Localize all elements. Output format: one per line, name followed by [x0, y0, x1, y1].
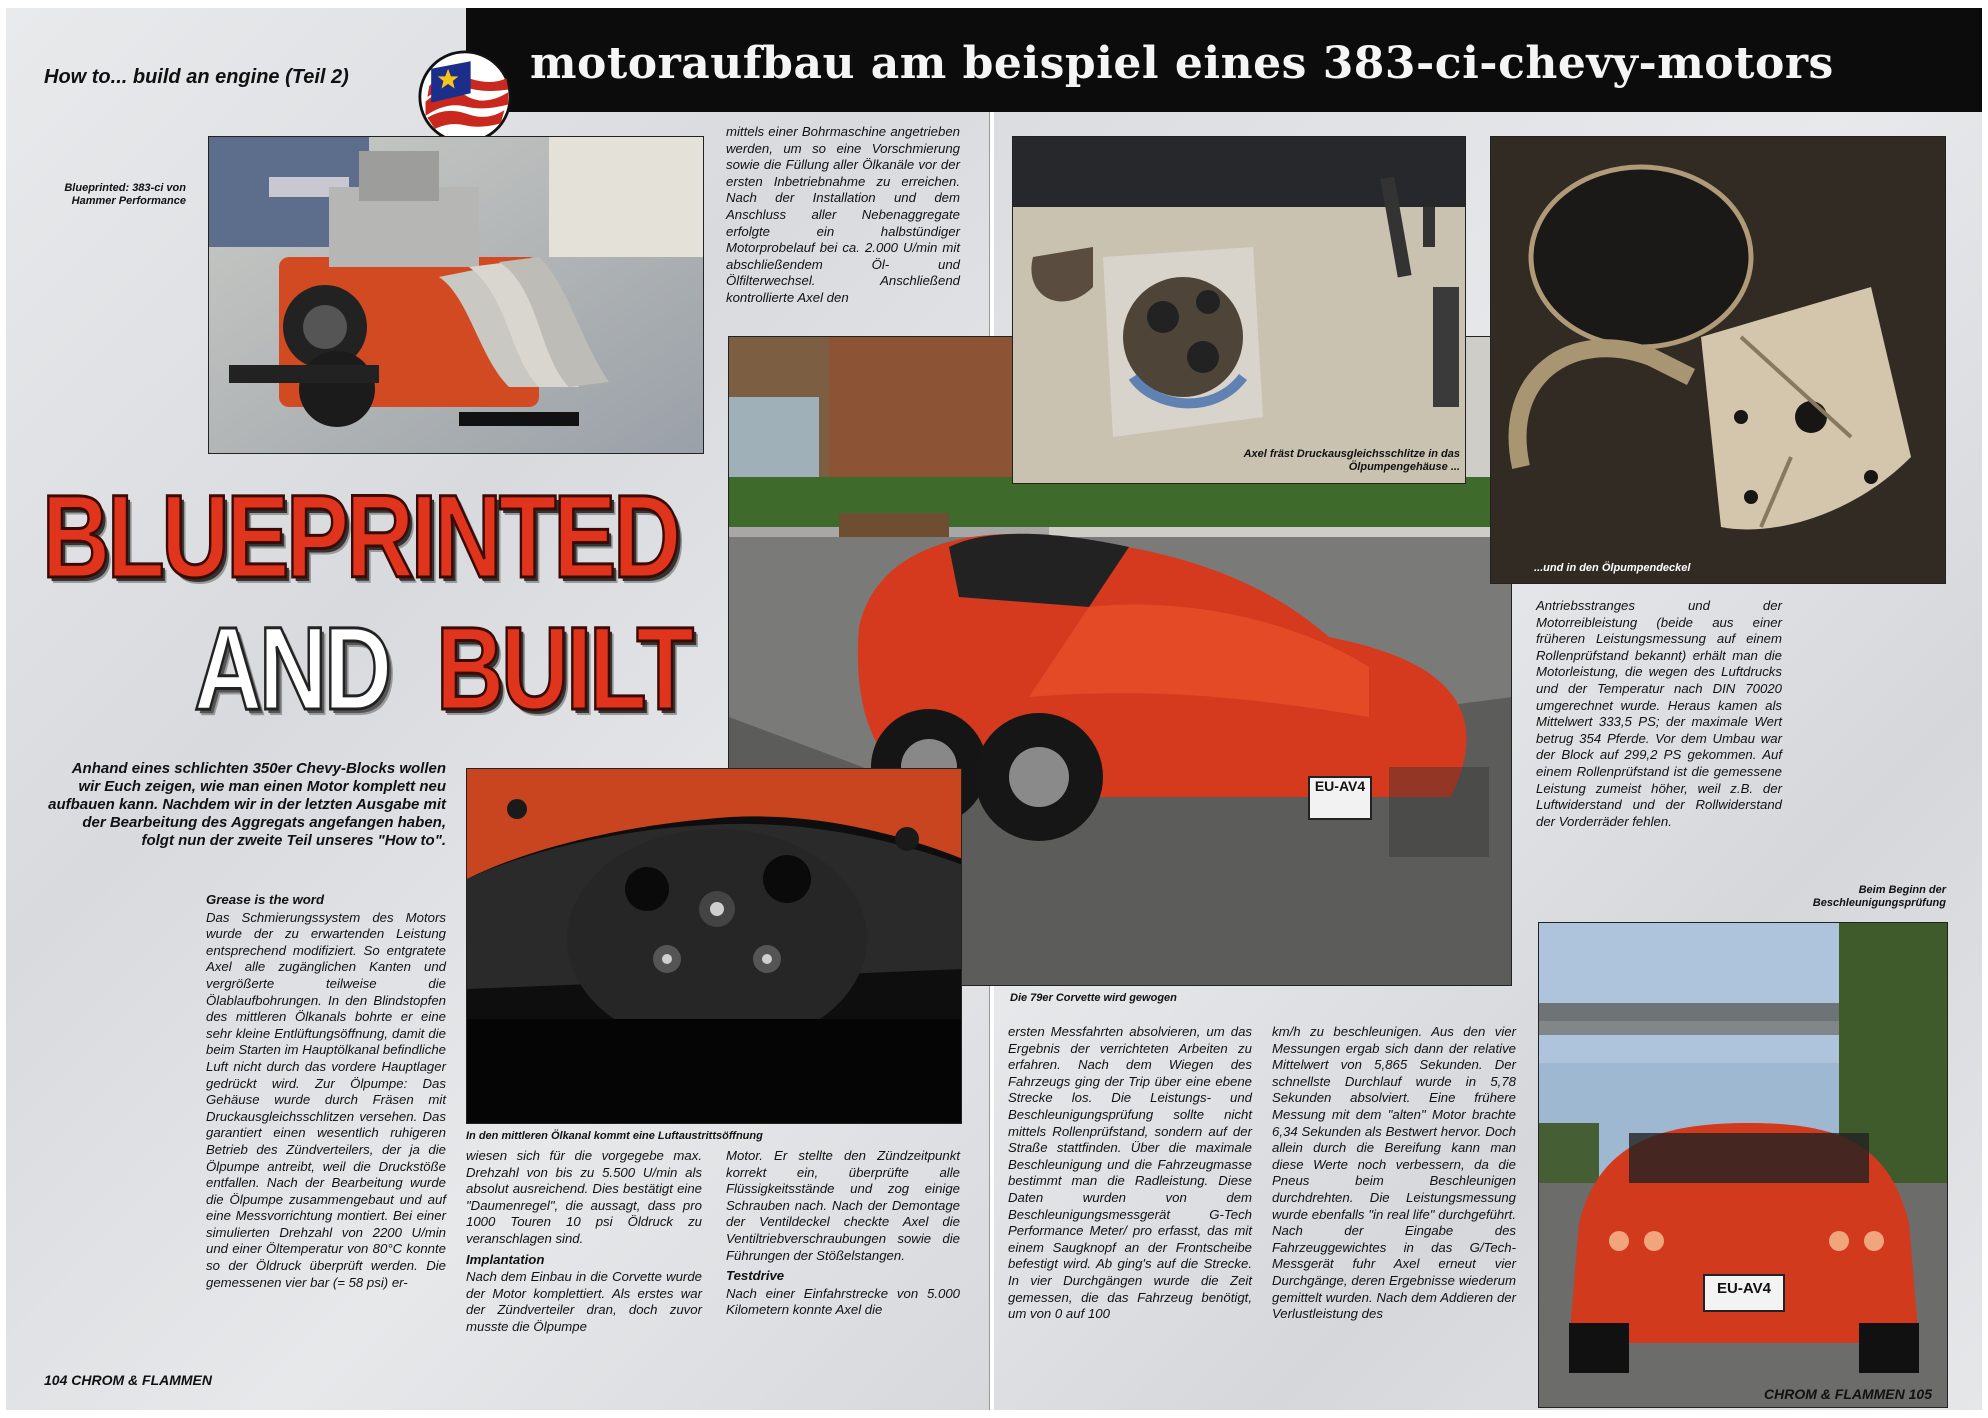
pump-cover-illustration [1491, 137, 1946, 584]
column-1-body: Das Schmierungssystem des Motors wurde der zu erwartenden Leistung entsprechend modifiziert. So entgratete Axel alle zugänglichen Kanten und vergrößerte teilweise die Ölablaufbohrungen. In den Blindstopfen des mittleren Ölkanals bohrte er eine sehr kleine Entlüftungsöffnung, damit die beim Starten im Hauptölkanal befindliche Luft nicht durch das vordere Hauptlager gedrückt wird. Zur Ölpumpe: Das Gehäuse wurde durch Fräsen mit Druckausgleichsschlitzen versehen. Das garantiert einen wesentlich ruhigeren Betrieb des Zündverteilers, der ja die Ölpumpe antreibt, weil die Druckstöße entfallen. Nach der Bearbeitung wurde die Ölpumpe zusammengebaut und auf eine Messvorrichtung montiert. Bei einer simulierten Drehzahl von 2200 U/min und einer Öltemperatur von 80°C konnte so der Öldruck überprüft werden. Die gemessenen vier bar (= 58 psi) er- [206, 909, 446, 1290]
article-column-2: mittels einer Bohrmaschine angetrieben werden, um so eine Vorschmierung sowie die Füllung aller Ölkanäle vor der ersten Inbetriebnahme zu erreichen. Nach der Installation und dem Anschluss aller Nebenaggregate erfolgte ein halbstündiger Motorprobelauf bei ca. 2.000 U/min mit abschließendem Öl- und Ölfilterwechsel. Anschließend kontrollierte Axel den [726, 124, 960, 305]
flag-logo [418, 50, 512, 144]
caption-corvette: Die 79er Corvette wird gewogen [1010, 992, 1177, 1004]
article-column-5: ersten Messfahrten absolvieren, um das Ergebnis der verrichteten Arbeiten zu erfahren. Nach dem Wiegen des Fahrzeugs ging der Trip über eine ebene Strecke los. Die Leistungs- und Beschleunigungsprüfung sollte nicht mittels Rollenprüfstand, sondern auf der Straße stattfinden. Über die maximale Beschleunigung und die Fahrzeugmasse bestimmt man die Radleistung. Diese Daten wurden von dem Beschleunigungsmessgerät G-Tech Performance Meter/ pro erfasst, das mit einem Saugknopf an der Frontscheibe befestigt wird. Ab ging's auf die Strecke. In vier Durchgängen wurde die Zeit gemessen, die das Fahrzeug benötigt, um von 0 auf 100 [1008, 1024, 1252, 1322]
rear-plate-text: EU-AV4 [1717, 1280, 1771, 1297]
headline-built: BUILT [436, 603, 691, 735]
article-column-1 [206, 888, 446, 1291]
engine-photo [208, 136, 704, 454]
article-column-3 [466, 1148, 702, 1336]
road-photo [1538, 922, 1948, 1408]
block-photo [466, 768, 962, 1124]
pump-cover-photo [1490, 136, 1946, 584]
caption-pump-cover: ...und in den Ölpumpendeckel [1534, 562, 1691, 574]
headline-and: AND [194, 603, 389, 735]
caption-pump-housing: Axel fräst Druckausgleichsschlitze in das Ölpumpengehäuse ... [1243, 448, 1460, 473]
pump-housing-illustration [1013, 137, 1466, 484]
block-illustration [467, 769, 962, 1124]
engine-illustration [209, 137, 704, 454]
headline-line1: BLUEPRINTED [42, 471, 679, 603]
header-title: motoraufbau am beispiel eines 383-ci-chevy-motors [530, 38, 1834, 89]
road-illustration [1539, 923, 1948, 1408]
intro-text: Anhand eines schlichten 350er Chevy-Blocks wollen wir Euch zeigen, wie man einen Motor komplett neu aufbauen kann. Nachdem wir in der letzten Ausgabe mit der Bearbeitung des Aggregats angefangen haben, folgt nun der zweite Teil unseres "How to". [48, 760, 446, 849]
column-3-body-b: Nach dem Einbau in die Corvette wurde der Motor komplettiert. Als erstes war der Zündverteiler dran, doch zuvor musste die Ölpumpe [466, 1269, 702, 1334]
caption-block: In den mittleren Ölkanal kommt eine Luftaustrittsöffnung [466, 1130, 763, 1142]
series-label: How to... build an engine (Teil 2) [44, 66, 349, 88]
article-column-6: km/h zu beschleunigen. Aus den vier Messungen ergab sich dann der relative Mittelwert von 5,865 Sekunden. Der schnellste Durchlauf wurde in 5,78 Sekunden absolviert. Eine frühere Messung mit dem "alten" Motor brachte 6,34 Sekunden als Bestwert hervor. Doch allein durch die Bereifung kann man diese Werte noch verbessern, da die Pneus beim Beschleunigen durchdrehten. Die Leistungsmessung wurde ebenfalls "in real life" durchgeführt. Nach der Eingabe des Fahrzeuggewichtes in das G/Tech-Messgerät fuhr Axel erneut vier Durchgänge, deren Ergebnisse wiederum gemittelt wurden. Nach dem Addieren der Verlustleistung des [1272, 1024, 1516, 1322]
caption-engine: Blueprinted: 383-ci von Hammer Performance [64, 182, 186, 207]
pump-housing-photo [1012, 136, 1466, 484]
page-number-left: 104 CHROM & FLAMMEN [44, 1372, 213, 1388]
heading-testdrive: Testdrive [726, 1268, 785, 1284]
caption-road: Beim Beginn der Beschleunigungsprüfung [1812, 884, 1946, 909]
heading-grease: Grease is the word [206, 892, 324, 907]
page-number-right: CHROM & FLAMMEN 105 [1764, 1386, 1933, 1402]
column-4-body: Motor. Er stellte den Zündzeitpunkt korrekt ein, überprüfte alle Flüssigkeitsstände und zog einige Schrauben nach. Nach der Demontage der Ventildeckel checkte Axel die Ventiltriebverschraubungen sowie die Führungen der Stößelstangen. [726, 1148, 960, 1263]
heading-implantation: Implantation [466, 1251, 545, 1267]
column-4-body-b: Nach einer Einfahrstrecke von 5.000 Kilometern konnte Axel die [726, 1285, 960, 1318]
front-plate-text: EU-AV4 [1314, 778, 1366, 794]
article-column-7: Antriebsstranges und der Motorreibleistung (beide aus einer früheren Leistungsmessung auf einem Rollenprüfstand bekannt) erhält man die Motorleistung, die wegen des Luftdrucks und der Temperatur nach DIN 70020 umgerechnet wurde. Heraus kamen als Mittelwert 333,5 PS; der maximale Wert betrug 354 Pferde. Vor dem Umbau war der Block auf 299,2 PS gekommen. Auf einem Rollenprüfstand ist die gemessene Leistung zumeist höher, weil z.B. der Luftwiderstand und der Rollwiderstand der Vorderräder fehlen. [1536, 598, 1782, 829]
article-column-4 [726, 1148, 960, 1319]
column-3-body: wiesen sich für die vorgegebe max. Drehzahl von bis zu 5.500 U/min als absolut ausreichend. Dies bestätigt eine "Daumenregel", die aussagt, dass pro 1000 Touren 10 psi Öldruck zu veranschlagen sind. [466, 1148, 702, 1246]
